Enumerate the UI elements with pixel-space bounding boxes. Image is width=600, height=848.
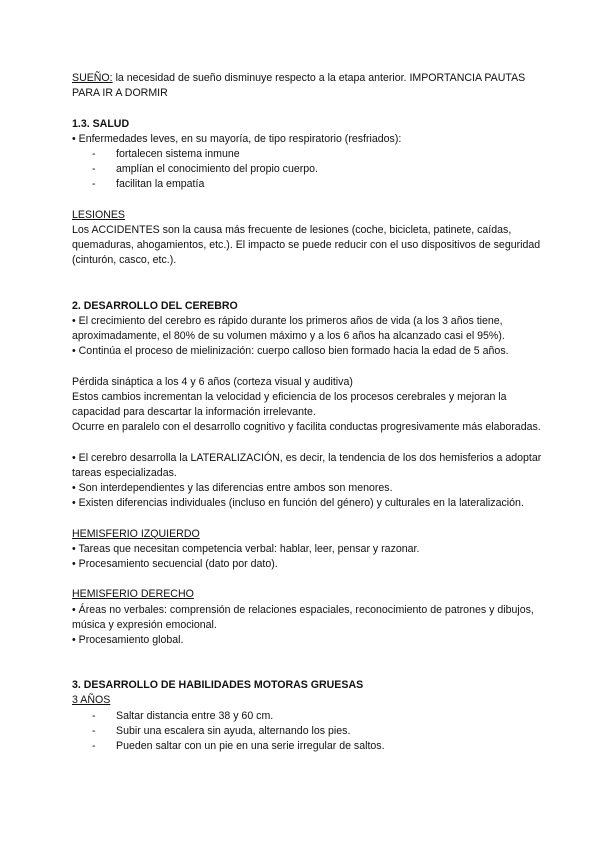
- list-item: • Áreas no verbales: comprensión de relaciones espaciales, reconocimiento de patrones y dibujos, música y expresión emocional.: [72, 603, 534, 631]
- sueno-label: SUEÑO:: [72, 72, 113, 84]
- cerebro-heading: 2. DESARROLLO DEL CEREBRO: [72, 299, 238, 312]
- cerebro-paragraph: • El crecimiento del cerebro es rápido durante los primeros años de vida (a los 3 años tiene, aproximadamente, el 80% de su volumen máximo y a los 6 años ha alcanzado casi el 95%).: [72, 314, 505, 343]
- cerebro-paragraph: Ocurre en paralelo con el desarrollo cognitivo y facilita conductas progresivamente más elaboradas.: [72, 421, 541, 434]
- cerebro-paragraph: • Continúa el proceso de mielinización: cuerpo calloso bien formado hacia la edad de 5 años.: [72, 345, 509, 358]
- list-item: - Pueden saltar con un pie en una serie irregular de saltos.: [72, 739, 542, 754]
- derecho-heading: HEMISFERIO DERECHO: [72, 588, 194, 601]
- motoras-list: [72, 709, 542, 755]
- sueno-text: la necesidad de sueño disminuye respecto a la etapa anterior. IMPORTANCIA PAUTAS PARA IR A DORMIR: [72, 72, 526, 100]
- list-item: • Tareas que necesitan competencia verbal: hablar, leer, pensar y razonar.: [72, 542, 420, 555]
- document-page: [72, 71, 542, 754]
- izquierdo-heading: HEMISFERIO IZQUIERDO: [72, 527, 200, 540]
- list-item: • Procesamiento secuencial (dato por dato).: [72, 558, 278, 571]
- motoras-subheading: 3 AÑOS: [72, 694, 111, 707]
- cerebro-paragraph: Pérdida sináptica a los 4 y 6 años (corteza visual y auditiva): [72, 375, 353, 388]
- lesiones-text: Los ACCIDENTES son la causa más frecuente de lesiones (coche, bicicleta, patinete, caídas, quemaduras, ahogamientos, etc.). El impacto se puede reducir con el uso dispositivos de seguridad (cinturón, casco, etc.).: [72, 224, 541, 267]
- cerebro-paragraph: • Existen diferencias individuales (incluso en función del género) y culturales en la lateralización.: [72, 497, 524, 510]
- list-item: - amplían el conocimiento del propio cuerpo.: [72, 162, 542, 177]
- list-item: - Subir una escalera sin ayuda, alternando los pies.: [72, 724, 542, 739]
- motoras-heading: 3. DESARROLLO DE HABILIDADES MOTORAS GRUESAS: [72, 679, 364, 692]
- list-item: - facilitan la empatía: [72, 177, 542, 192]
- list-item: - fortalecen sistema inmune: [72, 147, 542, 162]
- salud-heading: 1.3. SALUD: [72, 117, 130, 130]
- cerebro-paragraph: • El cerebro desarrolla la LATERALIZACIÓN, es decir, la tendencia de los dos hemisferios a adoptar tareas especializadas.: [72, 451, 542, 479]
- cerebro-paragraph: • Son interdependientes y las diferencias entre ambos son menores.: [72, 482, 393, 495]
- list-item: - Saltar distancia entre 38 y 60 cm.: [72, 709, 542, 724]
- salud-intro: • Enfermedades leves, en su mayoría, de tipo respiratorio (resfriados):: [72, 132, 402, 145]
- salud-list: [72, 147, 542, 193]
- lesiones-heading: LESIONES: [72, 208, 125, 221]
- sueno-paragraph: [72, 71, 542, 101]
- list-item: • Procesamiento global.: [72, 634, 184, 647]
- cerebro-paragraph: Estos cambios incrementan la velocidad y eficiencia de los procesos cerebrales y mejoran la capacidad para descartar la información irrelevante.: [72, 390, 507, 419]
